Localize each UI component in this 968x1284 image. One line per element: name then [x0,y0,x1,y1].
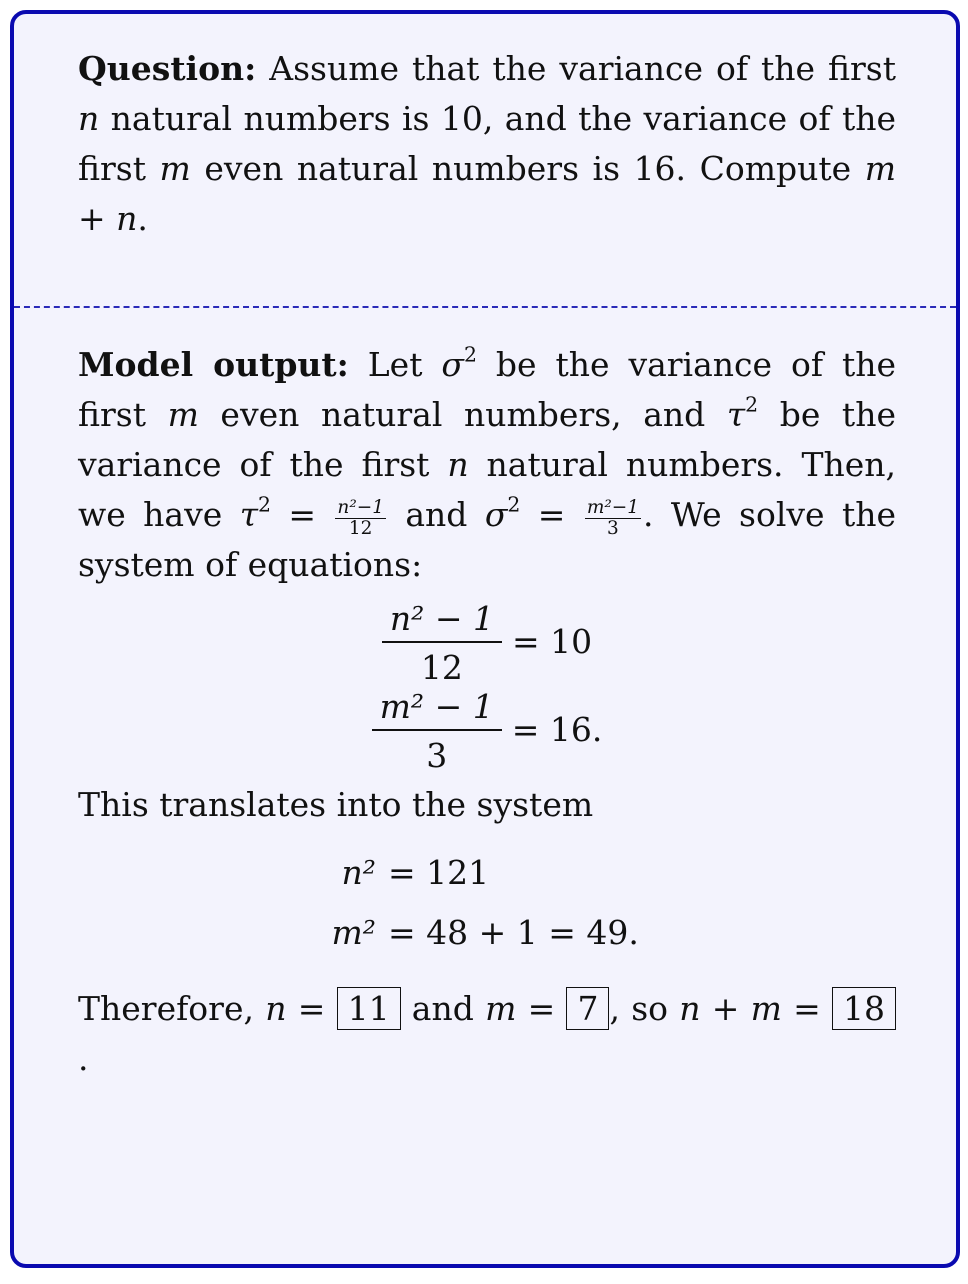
math-var: n [78,99,100,138]
math-exponent: 2 [257,492,271,517]
question-label: Question: [78,49,257,88]
inline-fraction-sigma [585,498,641,538]
model-label: Model output: [78,345,349,384]
math-var: n [447,445,469,484]
question-text: . [137,199,148,238]
question-text: even natural numbers is 16. Compute [190,149,865,188]
math-exponent: 2 [463,342,477,367]
fraction-denominator: 3 [426,736,448,775]
math-operator: = [270,495,334,534]
math-expression: n + m [679,989,782,1028]
math-operator: = [781,989,832,1028]
math-var: σ [441,345,464,384]
math-operator: = [516,989,567,1028]
system-row-2 [78,908,896,958]
equation-rhs: = 16. [511,709,603,749]
question-section [78,44,896,244]
text: natural numbers. Then, we have [78,445,897,534]
fraction-denominator: 12 [348,517,373,539]
equation-block [78,598,896,775]
text: even natural numbers, and [198,395,727,434]
question-text: natural numbers is 10, and the variance of the first [78,99,896,188]
text: . [78,1039,89,1078]
text: be the variance of the first [78,345,897,434]
text: and [387,495,485,534]
math-operator: = [520,495,583,534]
text: be the variance of the first [78,395,896,484]
system-row-1 [78,848,896,898]
model-paragraph-1 [78,340,896,590]
text: and [400,989,486,1028]
text: Therefore, [78,989,266,1028]
math-exponent: 2 [745,392,759,417]
equation-rhs: = 10 [511,621,593,661]
math-var: m [159,149,191,188]
model-output-section [78,340,896,1084]
model-paragraph-3 [78,984,896,1084]
math-exponent: 2 [507,492,521,517]
boxed-answer-m: 7 [566,987,609,1030]
fraction [382,598,502,687]
math-var: m [167,395,199,434]
model-paragraph-2: This translates into the system [78,785,594,824]
system-rhs: = 121 [388,853,490,892]
question-text: Assume that the variance of the first [256,49,896,88]
boxed-answer-n: 11 [337,987,401,1030]
inline-fraction-tau [335,498,386,538]
math-expression: m + n [78,149,896,238]
system-rhs: = 48 + 1 = 49. [388,913,639,952]
math-var: τ [239,495,258,534]
fraction-numerator: m²−1 [586,497,639,519]
math-var: τ [726,395,746,434]
text: , so [609,989,680,1028]
system-lhs: n² [341,853,376,892]
system-block [78,848,896,958]
text: Let [348,345,442,384]
question-card [10,10,960,1268]
fraction-denominator: 12 [420,648,463,687]
math-var: n [265,989,287,1028]
fraction-numerator: n² − 1 [382,598,502,643]
fraction-denominator: 3 [607,517,619,539]
fraction [372,686,502,775]
fraction-numerator: m² − 1 [372,686,502,731]
system-lhs: m² [331,913,376,952]
equation-2 [78,686,896,775]
fraction-numerator: n²−1 [337,497,384,519]
boxed-answer-sum: 18 [832,987,896,1030]
text: . We solve the system of equations: [78,495,896,584]
section-divider [14,306,956,308]
math-operator: = [286,989,337,1028]
math-var: m [485,989,517,1028]
equation-1 [78,598,896,687]
math-var: σ [484,495,508,534]
